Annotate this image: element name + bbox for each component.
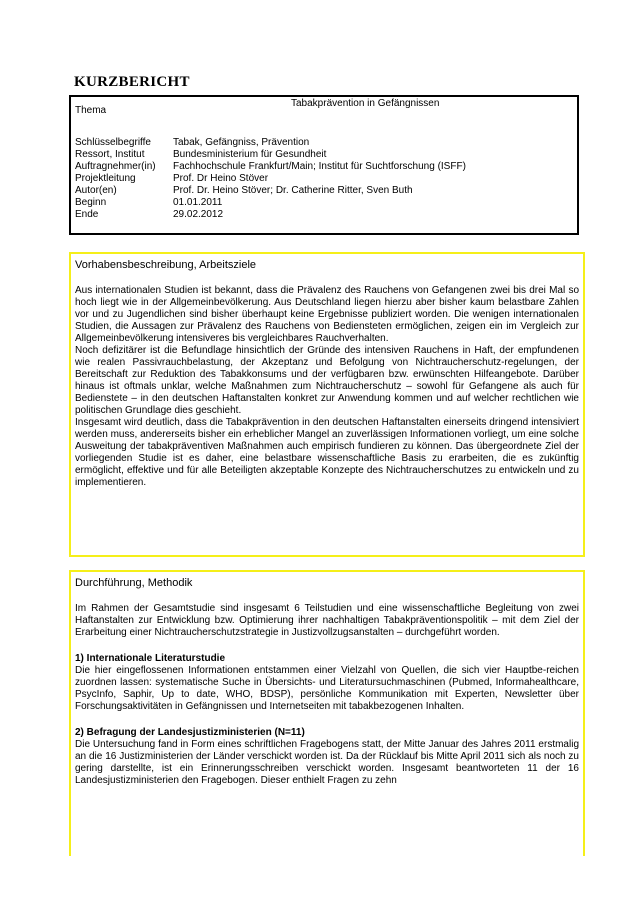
meta-value: Bundesministerium für Gesundheit <box>173 149 327 160</box>
table-row <box>74 173 466 185</box>
meta-key: Projektleitung <box>75 173 136 184</box>
meta-key: Ressort, Institut <box>75 149 145 160</box>
paragraph: Aus internationalen Studien ist bekannt, dass die Prävalenz des Rauchens von Gefangenen zwei bis drei Mal so hoch liegt wie in der Allgemeinbevölkerung. Aus Deutschland liegen hierzu aber bisher kaum belastbare Zahlen vor und zu Jugendlichen sind bisher überhaupt keine Ergebnisse publiziert worden. Die wenigen internationalen Studien, die Aussagen zur Prävalenz des Rauchens von Bediensteten ermöglichen, zeigen ein im Vergleich zur Allgemeinbevölkerung intensiveres bis vergleichbares Rauchverhalten. <box>75 285 579 344</box>
table-row <box>74 137 466 149</box>
meta-key: Beginn <box>75 197 107 208</box>
meta-value: Prof. Dr Heino Stöver <box>173 173 269 184</box>
paragraph: Die Untersuchung fand in Form eines schriftlichen Fragebogens statt, der Mitte Januar des Jahres 2011 erstmalig an die 16 Justizministerien der Länder verschickt worden ist. Da der Rücklauf bis Mitte April 2011 sich als noch zu gering darstellte, ist ein Erinnerungsschreiben verschickt worden. Insgesamt beantworteten 11 der 16 Landesjustizministerien den Fragebogen. Dieser enthielt Fragen zu zehn <box>75 739 579 786</box>
meta-value: Tabak, Gefängniss, Prävention <box>173 137 310 148</box>
meta-value: 01.01.2011 <box>173 197 223 208</box>
thema-label: Thema <box>75 105 107 116</box>
section-durchfuehrung <box>69 570 585 856</box>
section-vorhabensbeschreibung <box>69 252 585 557</box>
meta-key: Schlüsselbegriffe <box>75 137 151 148</box>
subsection-heading: 1) Internationale Literaturstudie <box>75 653 226 664</box>
meta-key: Ende <box>75 209 99 220</box>
meta-key: Autor(en) <box>75 185 117 196</box>
table-row <box>74 185 466 197</box>
paragraph: Im Rahmen der Gesamtstudie sind insgesamt 6 Teilstudien und eine wissenschaftliche Begleitung von zwei Haftanstalten zur Entwicklung bzw. Optimierung ihrer nachhaltigen Tabakpräventionspolitik – mit dem Ziel der Erarbeitung einer Nichtraucherschutzstrategie in Justizvollzugsanstalten – durchgeführt worden. <box>75 603 579 638</box>
paragraph: Die hier eingeflossenen Informationen entstammen einer Vielzahl von Quellen, die sich vier Hauptbe-reichen zuordnen lassen: systematische Suche in Übersichts- und Literatursuchmaschinen (Pubmed, Informahealthcare, PsycInfo, Saphir, Up to date, WHO, BDSP), persönliche Kommunikation mit Experten, Newsletter über Forschungsaktivitäten in Gefängnissen und Internetseiten mit tabakbezogenen Inhalten. <box>75 665 579 712</box>
table-row <box>74 161 466 173</box>
metadata-box <box>69 95 579 235</box>
section-heading: Vorhabensbeschreibung, Arbeitsziele <box>75 259 257 271</box>
metadata-table <box>74 137 466 221</box>
subsection-heading: 2) Befragung der Landesjustizministerien (N=11) <box>75 727 305 738</box>
meta-key: Auftragnehmer(in) <box>75 161 156 172</box>
section-heading: Durchführung, Methodik <box>75 577 193 589</box>
thema-value: Tabakprävention in Gefängnissen <box>291 98 440 109</box>
meta-value: 29.02.2012 <box>173 209 224 220</box>
paragraph: Noch defizitärer ist die Befundlage hinsichtlich der Gründe des intensiven Rauchens in Haft, der empfundenen wie realen Passivrauchbelastung, der Akzeptanz und Befolgung von Nichtraucherschutz-regelungen, der Bereitschaft zur Reduktion des Tabakkonsums und der verfügbaren bzw. erwünschten Hilfeangebote. Darüber hinaus ist oftmals unklar, welche Maßnahmen zum Nichtraucherschutz – sowohl für Gefangene als auch für Bedienstete – in den deutschen Haftanstalten konkret zur Anwendung kommen und auf welcher rechtlichen wie politischen Grundlage dies geschieht. <box>75 345 579 416</box>
meta-value: Fachhochschule Frankfurt/Main; Institut für Suchtforschung (ISFF) <box>173 161 466 172</box>
paragraph: Insgesamt wird deutlich, dass die Tabakprävention in den deutschen Haftanstalten einerseits dringend intensiviert werden muss, andererseits bisher ein erheblicher Mangel an zuverlässigen Informationen vorliegt, um eine solche Ausweitung der tabakpräventiven Maßnahmen auch empirisch fundieren zu können. Das übergeordnete Ziel der vorliegenden Studie ist es daher, eine belastbare wissenschaftliche Basis zu erarbeiten, die es zukünftig ermöglicht, effektive und für alle Beteiligten akzeptable Konzepte des Nichtraucherschutzes zu entwickeln und zu implementieren. <box>75 417 579 488</box>
table-row <box>74 209 466 221</box>
report-title: KURZBERICHT <box>74 74 190 90</box>
table-row <box>74 197 466 209</box>
table-row <box>74 149 466 161</box>
meta-value: Prof. Dr. Heino Stöver; Dr. Catherine Ritter, Sven Buth <box>173 185 413 196</box>
